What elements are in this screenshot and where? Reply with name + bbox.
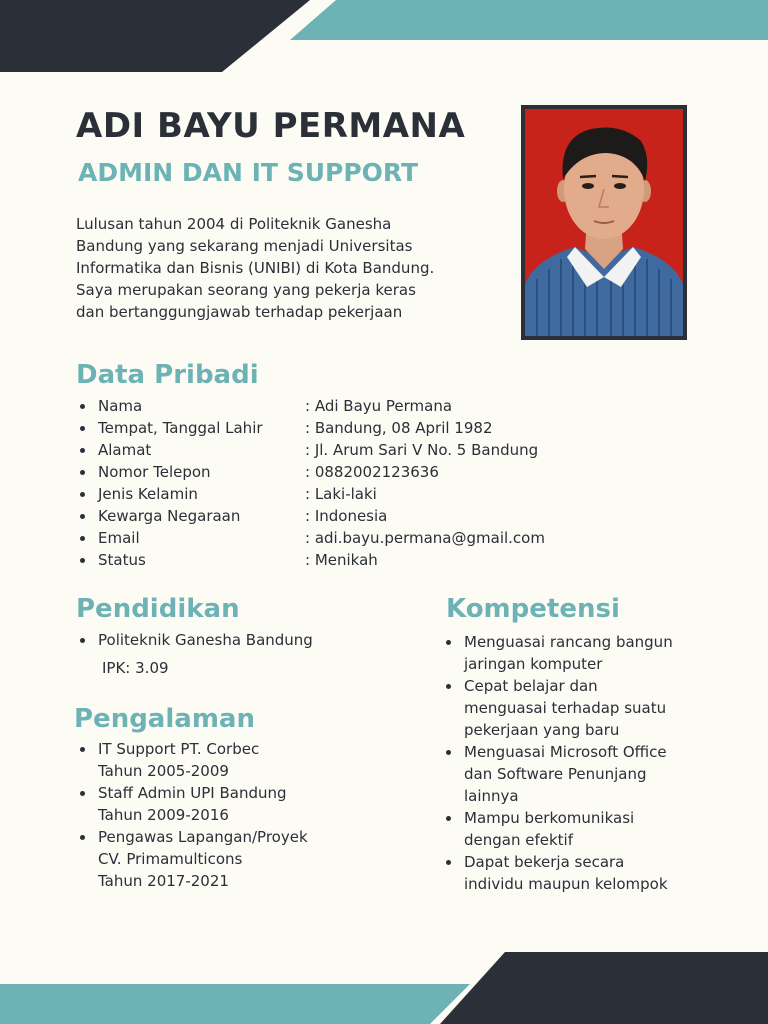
field-value: : Bandung, 08 April 1982 (305, 419, 493, 437)
bottom-right-dark-band (440, 952, 768, 1024)
personal-item-name (76, 395, 545, 417)
summary-line: Lulusan tahun 2004 di Politeknik Ganesha (76, 215, 392, 233)
education-item: Politeknik Ganesha Bandung (76, 629, 313, 651)
education-list (76, 629, 313, 651)
experience-list (76, 738, 308, 892)
experience-line: Tahun 2017-2021 (98, 872, 229, 890)
field-label: Nama (98, 397, 143, 415)
top-right-teal-band (290, 0, 768, 40)
experience-line: Staff Admin UPI Bandung (98, 784, 287, 802)
summary-line: Informatika dan Bisnis (UNIBI) di Kota Bandung. (76, 259, 435, 277)
education-gpa: IPK: 3.09 (102, 659, 169, 677)
competence-line: dan Software Penunjang (464, 765, 647, 783)
summary-line: Bandung yang sekarang menjadi Universitas (76, 237, 413, 255)
experience-line: Tahun 2009-2016 (98, 806, 229, 824)
section-title-competence: Kompetensi (446, 594, 620, 624)
personal-item-birth (76, 417, 545, 439)
summary-line: dan bertanggungjawab terhadap pekerjaan (76, 303, 403, 321)
competence-line: lainnya (464, 787, 519, 805)
section-title-education: Pendidikan (76, 594, 240, 624)
personal-item-phone (76, 461, 545, 483)
competence-item (442, 851, 673, 895)
personal-item-status (76, 549, 545, 571)
competence-list (442, 631, 673, 895)
field-value: : Laki-laki (305, 485, 377, 503)
competence-line: Menguasai rancang bangun (464, 633, 673, 651)
section-title-experience: Pengalaman (74, 704, 255, 734)
personal-item-email (76, 527, 545, 549)
field-value: : Indonesia (305, 507, 388, 525)
competence-line: Menguasai Microsoft Office (464, 743, 667, 761)
personal-item-address (76, 439, 545, 461)
field-value: : Jl. Arum Sari V No. 5 Bandung (305, 441, 539, 459)
job-title: ADMIN DAN IT SUPPORT (78, 158, 419, 187)
competence-line: Cepat belajar dan (464, 677, 598, 695)
competence-item (442, 741, 673, 807)
competence-line: Mampu berkomunikasi (464, 809, 635, 827)
experience-line: IT Support PT. Corbec (98, 740, 260, 758)
field-label: Jenis Kelamin (98, 485, 198, 503)
competence-item (442, 807, 673, 851)
experience-line: CV. Primamulticons (98, 850, 243, 868)
experience-item (76, 782, 308, 826)
personal-item-citizenship (76, 505, 545, 527)
summary-line: Saya merupakan seorang yang pekerja keras (76, 281, 416, 299)
full-name: ADI BAYU PERMANA (76, 106, 466, 146)
profile-summary (76, 213, 496, 323)
experience-line: Tahun 2005-2009 (98, 762, 229, 780)
field-value: : Adi Bayu Permana (305, 397, 453, 415)
field-label: Kewarga Negaraan (98, 507, 241, 525)
field-value: : 0882002123636 (305, 463, 439, 481)
field-label: Status (98, 551, 146, 569)
bottom-left-teal-band (0, 984, 470, 1024)
field-label: Email (98, 529, 140, 547)
competence-line: individu maupun kelompok (464, 875, 668, 893)
field-label: Nomor Telepon (98, 463, 211, 481)
competence-line: dengan efektif (464, 831, 573, 849)
section-title-personal: Data Pribadi (76, 360, 259, 390)
profile-photo-frame (521, 105, 687, 340)
field-value: : Menikah (305, 551, 378, 569)
competence-line: jaringan komputer (464, 655, 603, 673)
personal-item-gender (76, 483, 545, 505)
profile-photo (525, 109, 683, 336)
personal-data-list (76, 395, 545, 571)
experience-item (76, 738, 308, 782)
competence-line: Dapat bekerja secara (464, 853, 625, 871)
field-label: Tempat, Tanggal Lahir (98, 419, 263, 437)
experience-item (76, 826, 308, 892)
competence-line: menguasai terhadap suatu (464, 699, 667, 717)
field-value: : adi.bayu.permana@gmail.com (305, 529, 545, 547)
top-left-dark-band (0, 0, 310, 72)
competence-item (442, 631, 673, 675)
experience-line: Pengawas Lapangan/Proyek (98, 828, 308, 846)
field-label: Alamat (98, 441, 152, 459)
competence-item (442, 675, 673, 741)
competence-line: pekerjaan yang baru (464, 721, 620, 739)
